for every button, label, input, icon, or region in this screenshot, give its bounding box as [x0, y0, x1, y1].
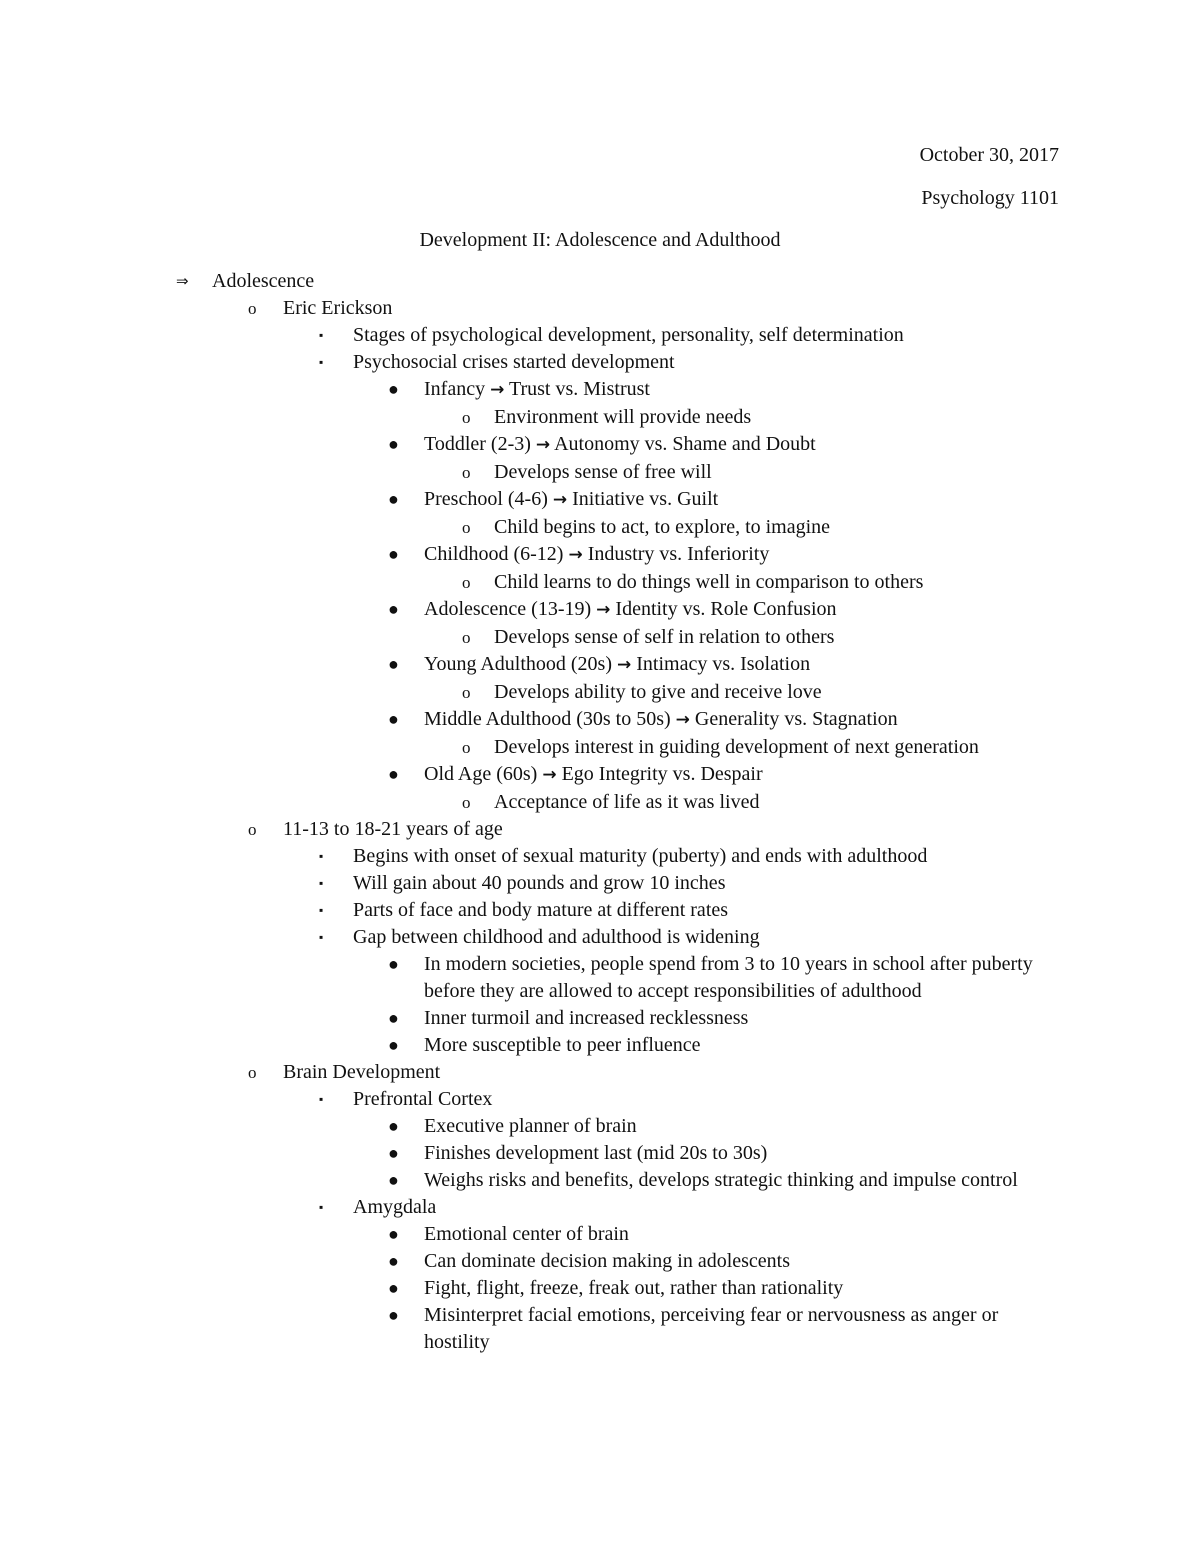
bullet-marker-level-2: ▪ [319, 328, 324, 342]
bullet-marker-level-3: ● [388, 1305, 399, 1325]
outline-item-level-1 [0, 816, 1200, 843]
outline-item-level-4 [0, 624, 1200, 651]
outline-item-text: Can dominate decision making in adolescents [424, 1250, 791, 1272]
outline-item-level-2 [0, 897, 1200, 924]
bullet-marker-level-4: o [462, 793, 471, 812]
outline-item-text: Child begins to act, to explore, to imagine [494, 516, 831, 538]
outline-item-text: Parts of face and body mature at different rates [353, 899, 729, 921]
bullet-marker-level-2: ▪ [319, 1092, 324, 1106]
outline-item-text: Will gain about 40 pounds and grow 10 inches [353, 872, 726, 894]
stage-crisis-text: Intimacy vs. Isolation [636, 653, 811, 675]
outline-item-text: Weighs risks and benefits, develops strategic thinking and impulse control [424, 1169, 1018, 1191]
stage-crisis-text: Industry vs. Inferiority [587, 543, 770, 565]
outline-item-text: Gap between childhood and adulthood is widening [353, 926, 760, 948]
outline-item-level-3 [0, 1221, 1044, 1248]
outline-item-text: Eric Erickson [283, 297, 393, 319]
bullet-marker-level-3: ● [388, 709, 399, 729]
outline-item-text: Stages of psychological development, personality, self determination [353, 324, 904, 346]
outline-item-text: In modern societies, people spend from 3 to 10 years in school after puberty before they are allowed to accept responsibilities of adulthood [424, 953, 1033, 1002]
stage-crisis-text: Generality vs. Stagnation [694, 708, 898, 730]
bullet-marker-level-3: ● [388, 954, 399, 974]
bullet-marker-level-3: ● [388, 434, 399, 454]
stage-crisis-text: Identity vs. Role Confusion [615, 598, 837, 620]
outline-item-level-3 [0, 431, 1044, 459]
outline-item-text: Middle Adulthood (30s to 50s) [424, 708, 671, 730]
outline-item-level-3 [0, 1005, 1044, 1032]
outline-item-text: 11-13 to 18-21 years of age [283, 818, 503, 840]
outline-item-text: Amygdala [353, 1196, 437, 1218]
bullet-marker-level-4: o [462, 738, 471, 757]
outline-item-level-3 [0, 541, 1044, 569]
outline-item-text: Young Adulthood (20s) [424, 653, 612, 675]
outline-item-level-2 [0, 322, 1200, 349]
outline-item-level-2 [0, 843, 1200, 870]
bullet-marker-level-1: o [248, 1063, 257, 1082]
outline-item-text: Develops ability to give and receive love [494, 681, 822, 703]
outline-item-level-3 [0, 951, 1044, 1005]
outline-item-level-4 [0, 404, 1200, 431]
outline-item-level-3 [0, 1275, 1044, 1302]
bullet-marker-level-3: ● [388, 1224, 399, 1244]
outline-item-level-3 [0, 1302, 1044, 1356]
course-name: Psychology 1101 [921, 187, 1059, 209]
outline-item-text: Child learns to do things well in comparison to others [494, 571, 924, 593]
outline-item-level-4 [0, 789, 1200, 816]
bullet-marker-level-3: ● [388, 544, 399, 564]
outline-item-text: More susceptible to peer influence [424, 1034, 701, 1056]
outline-item-text: Develops sense of self in relation to others [494, 626, 835, 648]
bullet-marker-level-0: ⇒ [176, 272, 189, 290]
outline-item-text: Executive planner of brain [424, 1115, 637, 1137]
bullet-marker-level-4: o [462, 463, 471, 482]
outline-item-text: Preschool (4-6) [424, 488, 548, 510]
bullet-marker-level-3: ● [388, 764, 399, 784]
outline-item-level-2 [0, 349, 1200, 376]
bullet-marker-level-2: ▪ [319, 876, 324, 890]
outline-item-level-3 [0, 1140, 1044, 1167]
bullet-marker-level-3: ● [388, 1116, 399, 1136]
bullet-marker-level-3: ● [388, 1170, 399, 1190]
bullet-marker-level-3: ● [388, 654, 399, 674]
bullet-marker-level-2: ▪ [319, 849, 324, 863]
bullet-marker-level-3: ● [388, 1143, 399, 1163]
outline-item-text: Misinterpret facial emotions, perceiving fear or nervousness as anger or hostility [424, 1304, 999, 1353]
outline-item-level-3 [0, 651, 1044, 679]
outline-item-level-3 [0, 376, 1044, 404]
bullet-marker-level-3: ● [388, 599, 399, 619]
outline-item-level-4 [0, 569, 1200, 596]
stage-crisis-text: Autonomy vs. Shame and Doubt [554, 433, 816, 455]
outline-item-text: Childhood (6-12) [424, 543, 564, 565]
bullet-marker-level-4: o [462, 518, 471, 537]
outline-item-level-3 [0, 1248, 1044, 1275]
bullet-marker-level-1: o [248, 299, 257, 318]
outline-item-level-3 [0, 1113, 1044, 1140]
outline-item-text: Prefrontal Cortex [353, 1088, 493, 1110]
outline-item-text: Infancy [424, 378, 486, 400]
right-arrow-icon: → [675, 710, 690, 730]
outline-item-text: Finishes development last (mid 20s to 30s) [424, 1142, 768, 1164]
right-arrow-icon: → [535, 435, 551, 455]
outline-item-level-3 [0, 1032, 1044, 1059]
outline-item-text: Psychosocial crises started development [353, 351, 675, 373]
outline-item-level-3 [0, 596, 1044, 624]
right-arrow-icon: → [542, 765, 557, 785]
outline-item-text: Emotional center of brain [424, 1223, 629, 1245]
outline-item-text: Inner turmoil and increased recklessness [424, 1007, 749, 1029]
outline-item-text: Adolescence [212, 270, 315, 292]
outline-item-level-3 [0, 761, 1044, 789]
document-date: October 30, 2017 [919, 144, 1059, 166]
bullet-marker-level-3: ● [388, 1278, 399, 1298]
outline-item-text: Environment will provide needs [494, 406, 752, 428]
right-arrow-icon: → [490, 380, 505, 400]
bullet-marker-level-2: ▪ [319, 355, 324, 369]
stage-crisis-text: Ego Integrity vs. Despair [561, 763, 763, 785]
right-arrow-icon: → [568, 545, 583, 565]
stage-crisis-text: Trust vs. Mistrust [508, 378, 650, 400]
outline-item-text: Develops interest in guiding development of next generation [494, 736, 979, 758]
bullet-marker-level-3: ● [388, 1251, 399, 1271]
outline-item-text: Acceptance of life as it was lived [494, 791, 760, 813]
outline-item-level-2 [0, 1194, 1200, 1221]
outline-item-level-2 [0, 870, 1200, 897]
outline-item-text: Adolescence (13-19) [424, 598, 592, 620]
bullet-marker-level-4: o [462, 628, 471, 647]
right-arrow-icon: → [552, 490, 568, 510]
bullet-marker-level-3: ● [388, 489, 399, 509]
bullet-marker-level-4: o [462, 408, 471, 427]
bullet-marker-level-2: ▪ [319, 1200, 324, 1214]
bullet-marker-level-3: ● [388, 1035, 399, 1055]
right-arrow-icon: → [596, 600, 611, 620]
outline-item-text: Develops sense of free will [494, 461, 712, 483]
outline-item-text: Brain Development [283, 1061, 441, 1083]
outline-item-level-4 [0, 734, 1200, 761]
bullet-marker-level-3: ● [388, 1008, 399, 1028]
notes-outline [0, 268, 1200, 1356]
outline-item-level-3 [0, 706, 1044, 734]
bullet-marker-level-2: ▪ [319, 930, 324, 944]
outline-item-level-4 [0, 679, 1200, 706]
bullet-marker-level-4: o [462, 573, 471, 592]
outline-item-text: Toddler (2-3) [424, 433, 531, 455]
outline-item-level-1 [0, 295, 1200, 322]
outline-item-text: Fight, flight, freeze, freak out, rather than rationality [424, 1277, 844, 1299]
bullet-marker-level-1: o [248, 820, 257, 839]
outline-item-text: Begins with onset of sexual maturity (puberty) and ends with adulthood [353, 845, 928, 867]
outline-item-level-4 [0, 459, 1200, 486]
outline-item-level-2 [0, 1086, 1200, 1113]
outline-item-level-3 [0, 486, 1044, 514]
bullet-marker-level-2: ▪ [319, 903, 324, 917]
outline-item-level-1 [0, 1059, 1200, 1086]
bullet-marker-level-3: ● [388, 379, 399, 399]
outline-item-level-2 [0, 924, 1200, 951]
outline-item-level-3 [0, 1167, 1044, 1194]
outline-item-level-0 [0, 268, 1200, 295]
document-title: Development II: Adolescence and Adulthood [419, 229, 781, 251]
stage-crisis-text: Initiative vs. Guilt [572, 488, 719, 510]
outline-item-text: Old Age (60s) [424, 763, 538, 785]
bullet-marker-level-4: o [462, 683, 471, 702]
outline-item-level-4 [0, 514, 1200, 541]
right-arrow-icon: → [617, 655, 632, 675]
